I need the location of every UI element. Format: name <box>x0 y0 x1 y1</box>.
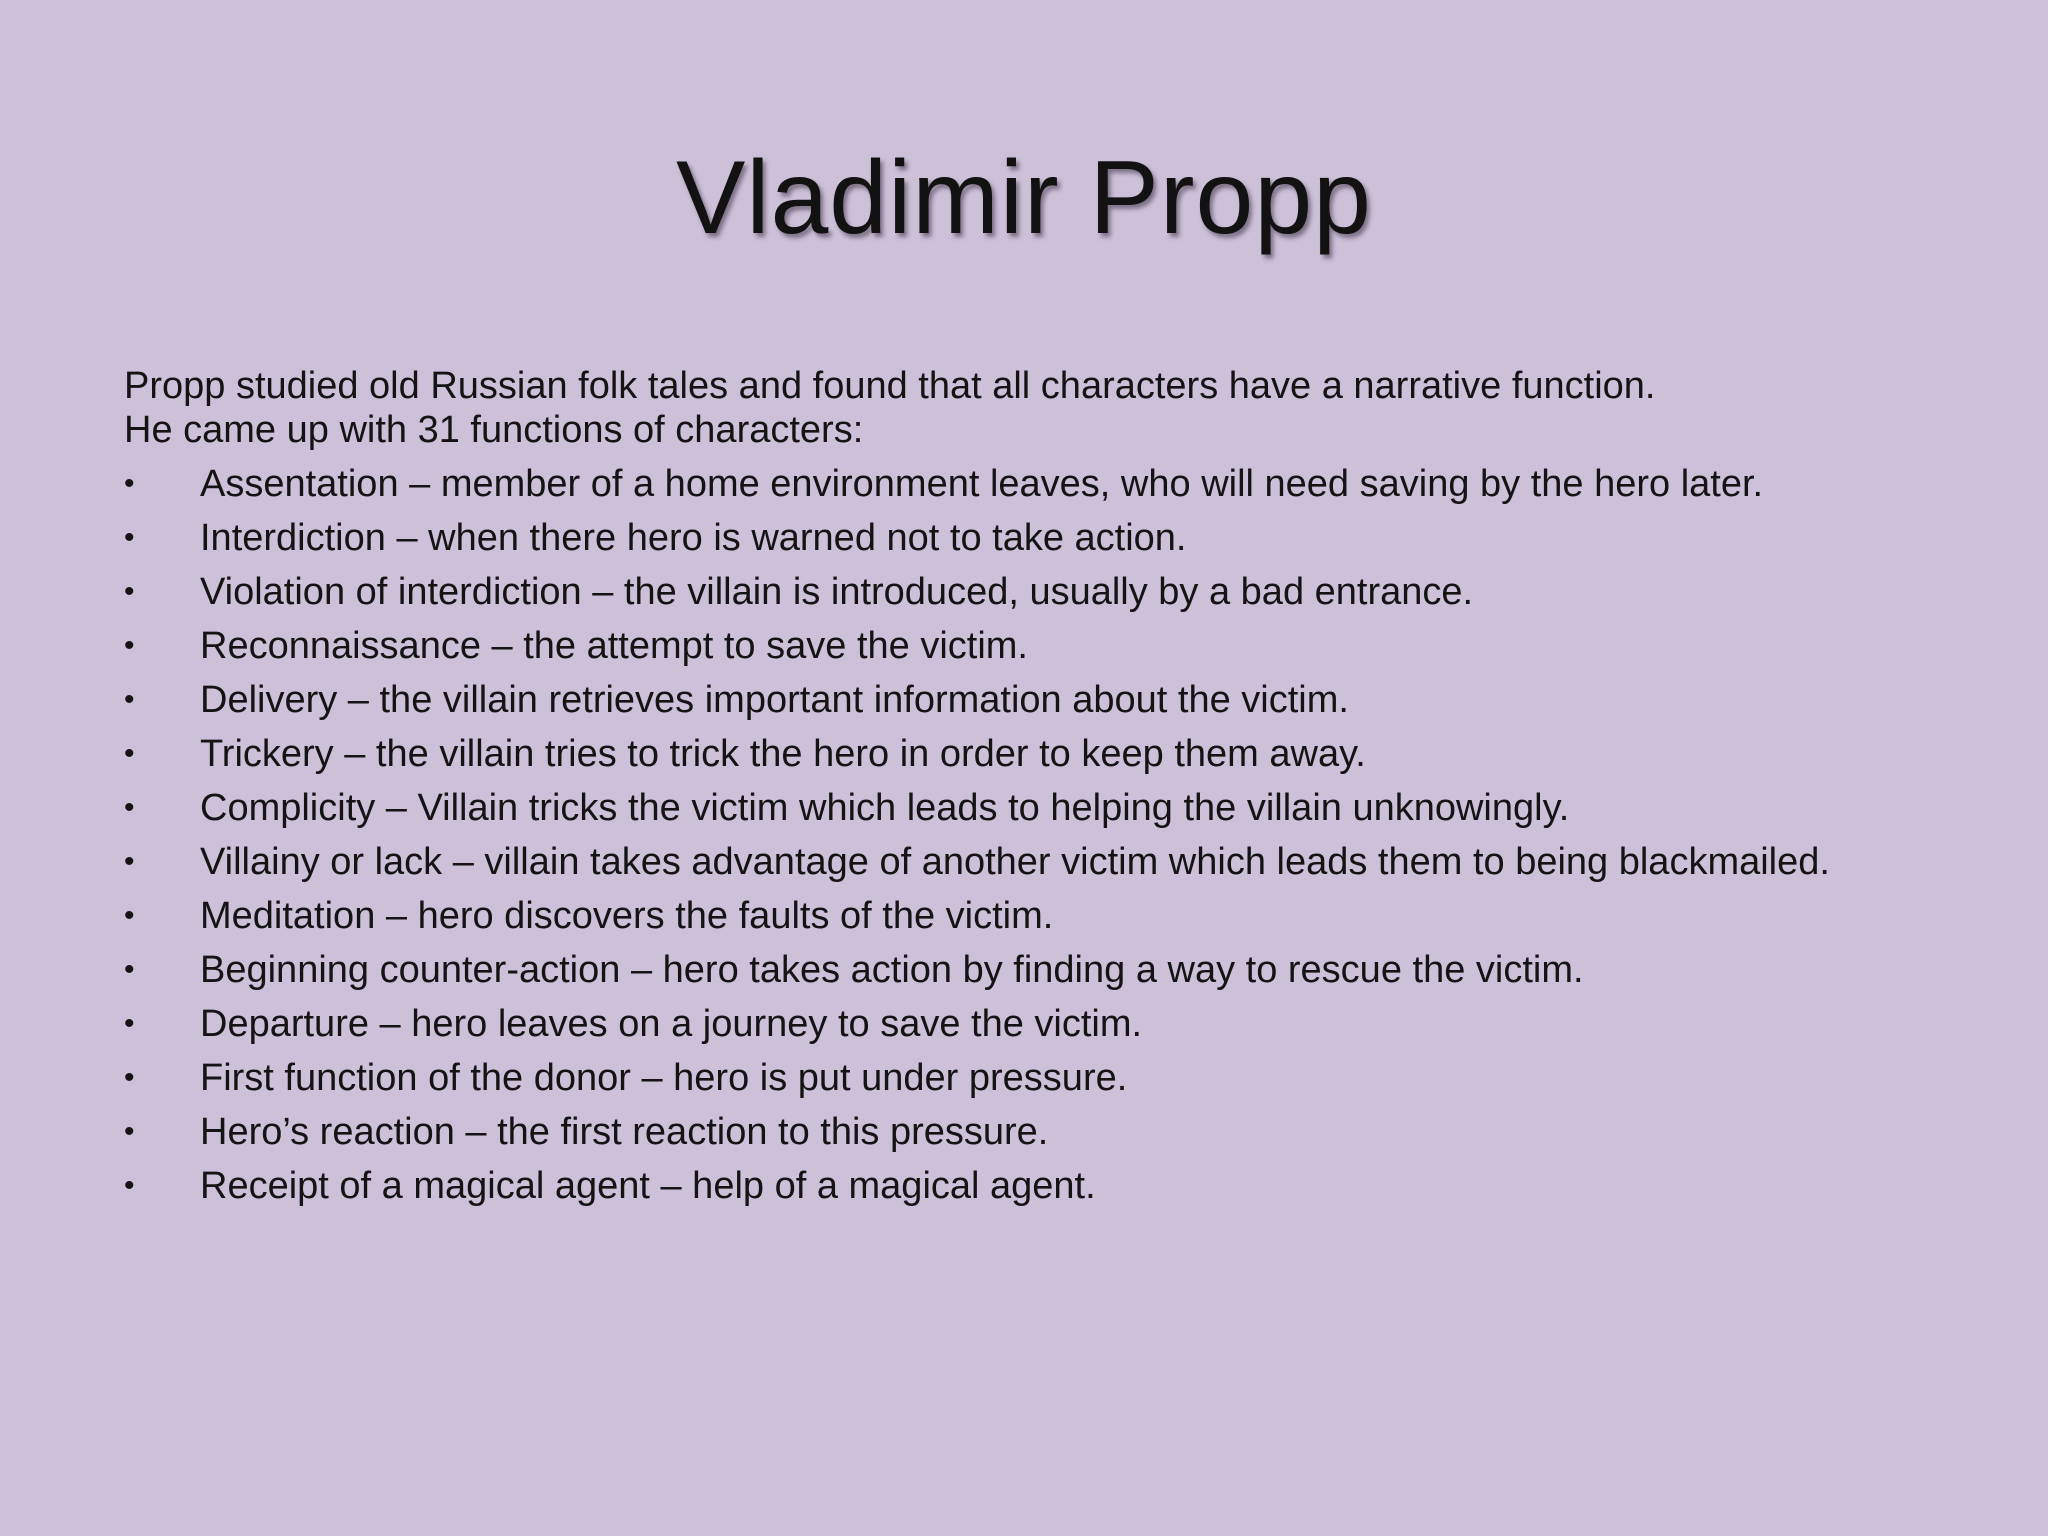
bullet-icon: • <box>124 737 135 770</box>
bullet-icon: • <box>124 899 135 932</box>
list-item-text: Reconnaissance – the attempt to save the victim. <box>200 625 1028 667</box>
bullet-icon: • <box>124 1007 135 1040</box>
list-item <box>124 786 1954 830</box>
intro-line: He came up with 31 functions of characters: <box>124 409 864 451</box>
bullet-icon: • <box>124 575 135 608</box>
list-item <box>124 678 1954 722</box>
list-item-text: Violation of interdiction – the villain is introduced, usually by a bad entrance. <box>200 571 1474 613</box>
list-item-text: Departure – hero leaves on a journey to save the victim. <box>200 1003 1143 1045</box>
list-item <box>124 894 1954 938</box>
list-item <box>124 1056 1954 1100</box>
list-item-text: Complicity – Villain tricks the victim which leads to helping the villain unknowingly. <box>200 787 1570 829</box>
list-item-text: Delivery – the villain retrieves important information about the victim. <box>200 679 1349 721</box>
bullet-icon: • <box>124 1169 135 1202</box>
slide-body <box>124 364 1954 1218</box>
list-item <box>124 516 1954 560</box>
bullet-icon: • <box>124 467 135 500</box>
intro-line: Propp studied old Russian folk tales and found that all characters have a narrative function. <box>124 365 1656 407</box>
list-item-text: Assentation – member of a home environment leaves, who will need saving by the hero later. <box>200 463 1764 505</box>
list-item <box>124 624 1954 668</box>
bullet-icon: • <box>124 845 135 878</box>
list-item-text: Meditation – hero discovers the faults of the victim. <box>200 895 1054 937</box>
bullet-icon: • <box>124 1061 135 1094</box>
list-item <box>124 948 1954 992</box>
list-item <box>124 462 1954 506</box>
list-item <box>124 840 1954 884</box>
bullet-icon: • <box>124 791 135 824</box>
list-item-text: Trickery – the villain tries to trick the hero in order to keep them away. <box>200 733 1366 775</box>
bullet-icon: • <box>124 1115 135 1148</box>
list-item-text: Villainy or lack – villain takes advantage of another victim which leads them to being blackmailed. <box>200 841 1830 883</box>
functions-list <box>124 462 1954 1208</box>
list-item <box>124 1110 1954 1154</box>
bullet-icon: • <box>124 521 135 554</box>
slide-title: Vladimir Propp <box>675 140 1373 256</box>
list-item-text: Receipt of a magical agent – help of a magical agent. <box>200 1165 1096 1207</box>
bullet-icon: • <box>124 629 135 662</box>
bullet-icon: • <box>124 683 135 716</box>
list-item-text: Beginning counter-action – hero takes action by finding a way to rescue the victim. <box>200 949 1584 991</box>
list-item <box>124 732 1954 776</box>
bullet-icon: • <box>124 953 135 986</box>
list-item-text: Interdiction – when there hero is warned not to take action. <box>200 517 1187 559</box>
list-item <box>124 570 1954 614</box>
list-item <box>124 1002 1954 1046</box>
list-item-text: First function of the donor – hero is put under pressure. <box>200 1057 1128 1099</box>
list-item-text: Hero’s reaction – the first reaction to this pressure. <box>200 1111 1049 1153</box>
list-item <box>124 1164 1954 1208</box>
